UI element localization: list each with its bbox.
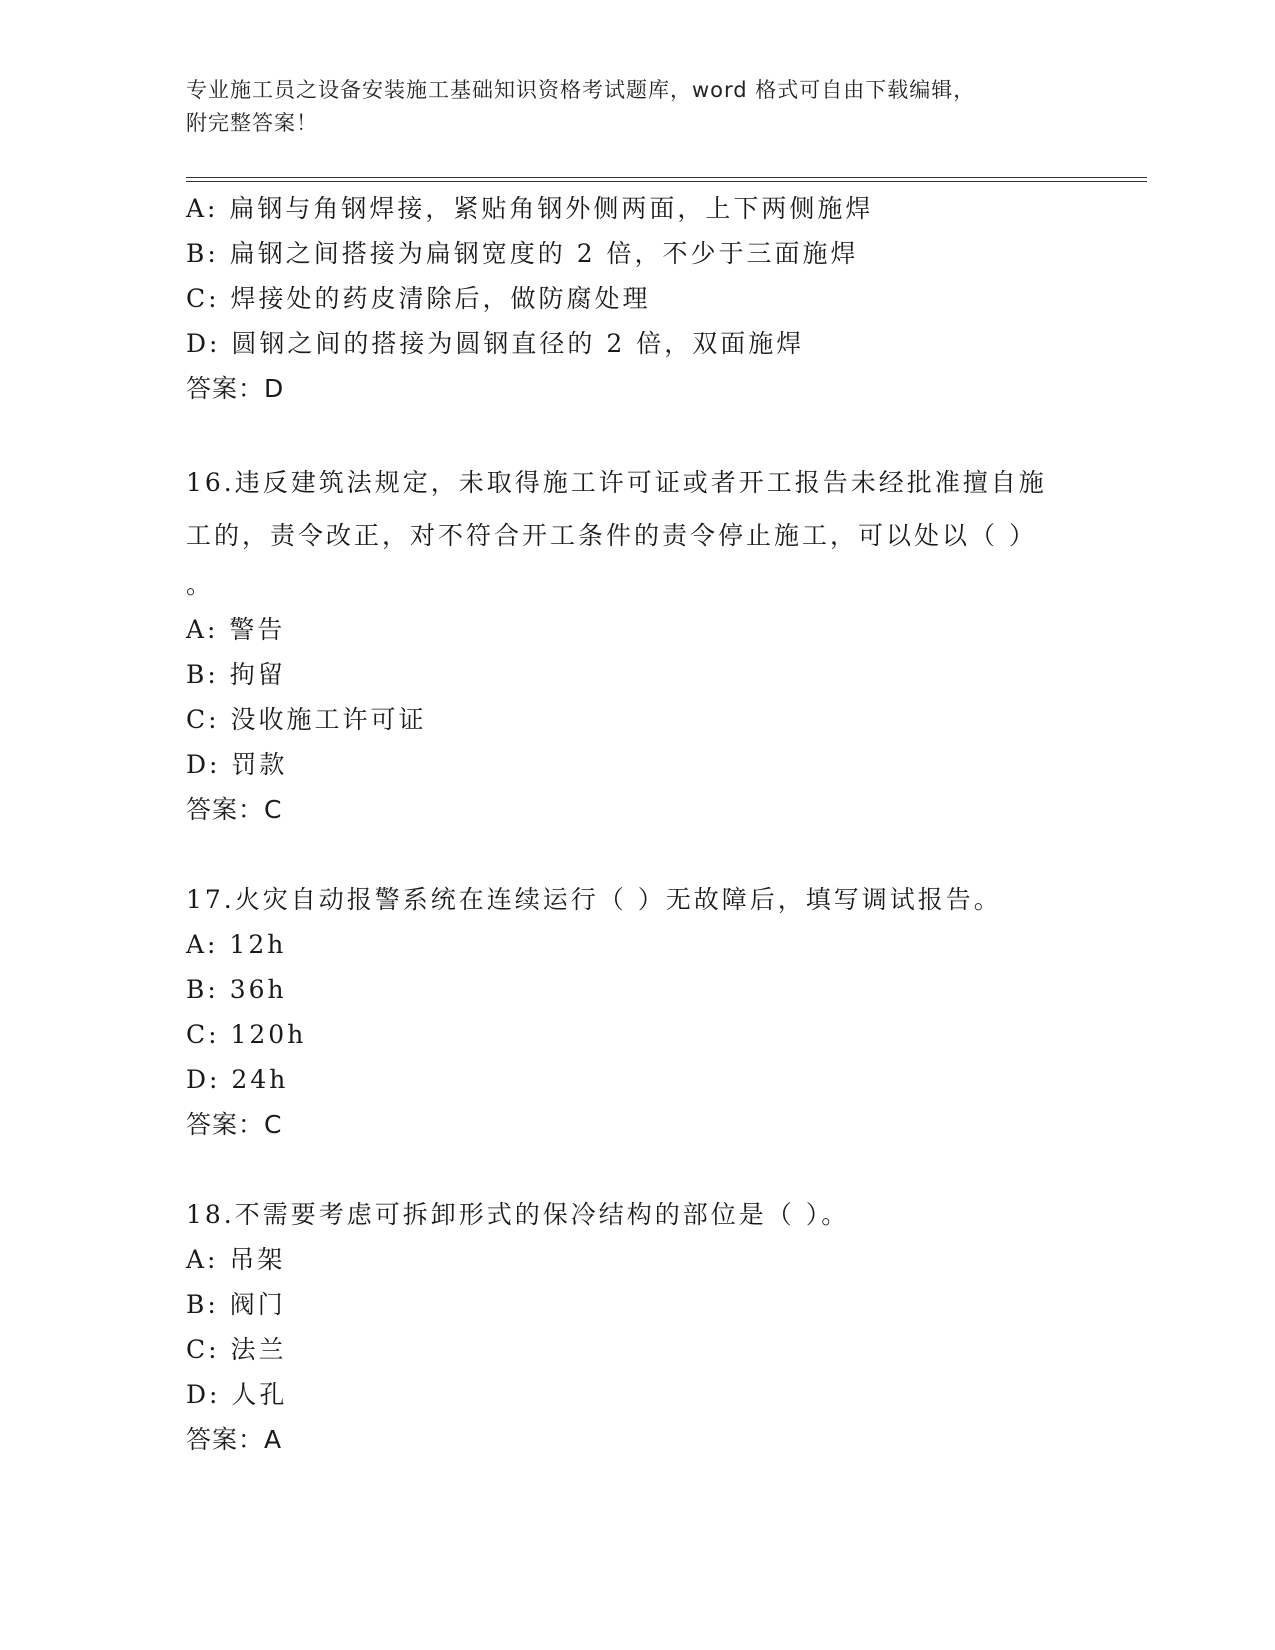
option-a: A: 吊架 bbox=[186, 1245, 286, 1274]
question-stem-line: 工的，责令改正，对不符合开工条件的责令停止施工，可以处以（ ） bbox=[186, 521, 1037, 550]
option-d: D: 24h bbox=[186, 1065, 289, 1094]
answer: 答案：C bbox=[186, 1110, 283, 1139]
option-a: A: 扁钢与角钢焊接，紧贴角钢外侧两面，上下两侧施焊 bbox=[186, 194, 874, 223]
document-header bbox=[186, 74, 1066, 140]
option-d: D: 圆钢之间的搭接为圆钢直径的 2 倍，双面施焊 bbox=[186, 329, 805, 358]
option-b: B: 扁钢之间搭接为扁钢宽度的 2 倍，不少于三面施焊 bbox=[186, 239, 859, 268]
option-d: D: 人孔 bbox=[186, 1380, 288, 1409]
spacer bbox=[186, 832, 1086, 877]
question-stem-line: 16.违反建筑法规定，未取得施工许可证或者开工报告未经批准擅自施 bbox=[186, 468, 1047, 497]
option-b: B: 36h bbox=[186, 975, 287, 1004]
answer: 答案：A bbox=[186, 1425, 283, 1454]
question-stem-line: 。 bbox=[186, 570, 215, 599]
question-18 bbox=[186, 1192, 1086, 1462]
question-list bbox=[186, 186, 1086, 1462]
header-divider-bottom bbox=[186, 181, 1147, 182]
option-c: C: 120h bbox=[186, 1020, 307, 1049]
header-divider-top bbox=[186, 177, 1147, 178]
header-line-2: 附完整答案！ bbox=[186, 111, 318, 135]
option-b: B: 阀门 bbox=[186, 1290, 286, 1319]
question-16 bbox=[186, 456, 1086, 832]
question-stem-line: 17.火灾自动报警系统在连续运行（ ）无故障后，填写调试报告。 bbox=[186, 885, 1002, 914]
option-a: A: 12h bbox=[186, 930, 287, 959]
spacer bbox=[186, 411, 1086, 456]
header-line-1: 专业施工员之设备安装施工基础知识资格考试题库，word 格式可自由下载编辑， bbox=[186, 78, 976, 102]
option-c: C: 没收施工许可证 bbox=[186, 705, 427, 734]
question-stem-line: 18.不需要考虑可拆卸形式的保冷结构的部位是（ ）。 bbox=[186, 1200, 850, 1229]
option-c: C: 法兰 bbox=[186, 1335, 287, 1364]
question-17 bbox=[186, 877, 1086, 1147]
spacer bbox=[186, 1147, 1086, 1192]
answer: 答案：C bbox=[186, 795, 283, 824]
option-a: A: 警告 bbox=[186, 615, 286, 644]
question-15 bbox=[186, 186, 1086, 411]
answer: 答案：D bbox=[186, 374, 285, 403]
option-b: B: 拘留 bbox=[186, 660, 286, 689]
option-c: C: 焊接处的药皮清除后，做防腐处理 bbox=[186, 284, 651, 313]
option-d: D: 罚款 bbox=[186, 750, 288, 779]
